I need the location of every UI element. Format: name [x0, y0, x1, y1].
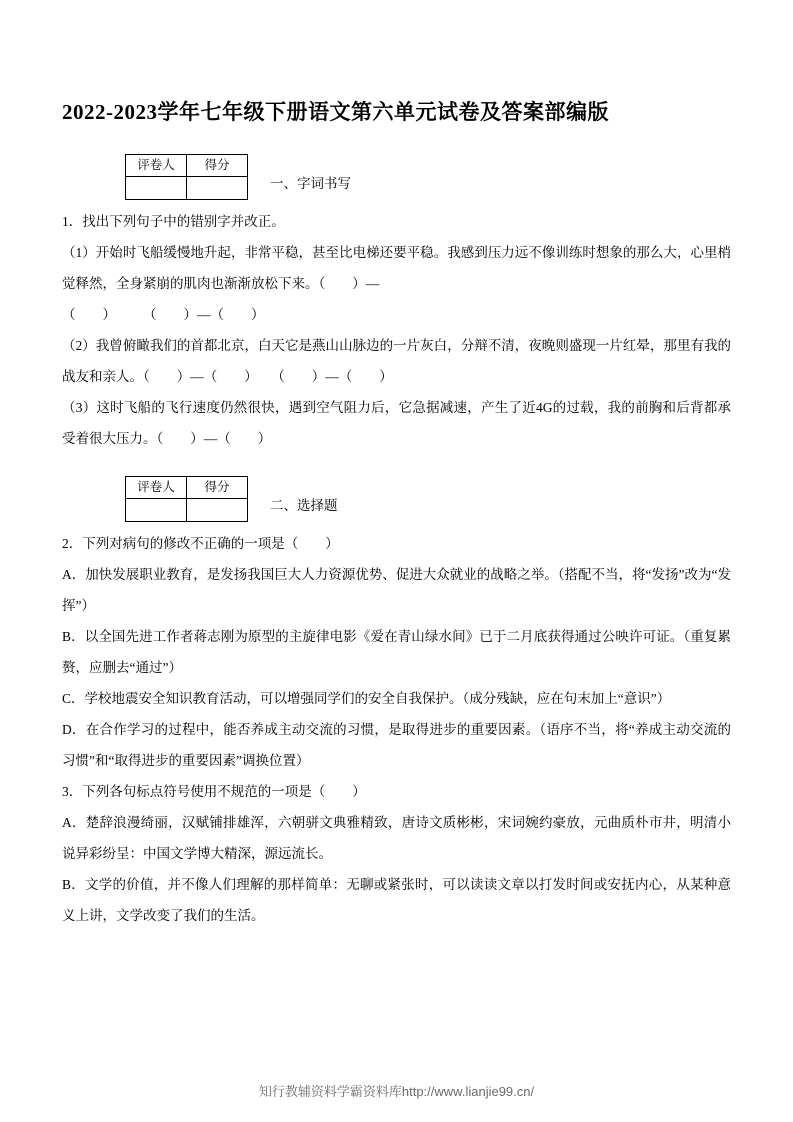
watermark-text: 知行教辅资料学霸资料库http://www.lianjie99.cn/ [258, 1084, 535, 1099]
page-title: 2022-2023学年七年级下册语文第六单元试卷及答案部编版 [62, 100, 609, 124]
section-header-2 [62, 476, 731, 522]
question-1-number: 1．找出下列句子中的错别字并改正。 [62, 214, 285, 229]
section-title-1: 一、字词书写 [270, 176, 351, 191]
grader-label-cell: 评卷人 [126, 477, 187, 499]
question-3-option-a: A．楚辞浪漫绮丽，汉赋铺排雄浑，六朝骈文典雅精致，唐诗文质彬彬，宋词婉约豪放，元曲质朴市井，明清小说异彩纷呈：中国文学博大精深，源远流长。 [62, 815, 731, 861]
question-3-number: 3．下列各句标点符号使用不规范的一项是（ ） [62, 784, 366, 799]
section-header-1 [62, 154, 731, 200]
question-1-line-4: （3）这时飞船的飞行速度仍然很快，遇到空气阻力后，它急据减速，产生了近4G的过载，我的前胸和后背都承受着很大压力。（ ）—（ ） [62, 400, 731, 446]
question-3-option-b: B．文学的价值，并不像人们理解的那样简单：无聊或紧张时，可以读读文章以打发时间或安抚内心，从某种意义上讲，文学改变了我们的生活。 [62, 877, 731, 923]
score-input-cell[interactable] [187, 499, 248, 522]
question-1-line-2: （ ） （ ）—（ ） [62, 307, 265, 322]
question-2-option-a: A．加快发展职业教育，是发扬我国巨大人力资源优势、促进大众就业的战略之举。（搭配不当，将“发扬”改为“发挥”） [62, 567, 731, 613]
question-2-option-d: D．在合作学习的过程中，能否养成主动交流的习惯，是取得进步的重要因素。（语序不当，将“养成主动交流的习惯”和“取得进步的重要因素”调换位置） [62, 722, 731, 768]
grader-input-cell[interactable] [126, 499, 187, 522]
question-1-line-1: （1）开始时飞船缓慢地升起，非常平稳，甚至比电梯还要平稳。我感到压力远不像训练时想象的那么大，心里梢觉释然，全身紧崩的肌肉也渐渐放松下来。（ ）— [62, 245, 731, 291]
section-title-2: 二、选择题 [270, 498, 338, 513]
question-1-line-3: （2）我曾俯瞰我们的首都北京，白天它是燕山山脉边的一片灰白，分辩不清，夜晚则盛现一片红晕，那里有我的战友和亲人。（ ）—（ ） （ ）—（ ） [62, 338, 731, 384]
grader-label-cell: 评卷人 [126, 155, 187, 177]
score-input-cell[interactable] [187, 177, 248, 200]
grader-score-table-2 [125, 476, 248, 522]
score-label-cell: 得分 [187, 477, 248, 499]
grader-input-cell[interactable] [126, 177, 187, 200]
question-2-number: 2．下列对病句的修改不正确的一项是（ ） [62, 536, 339, 551]
grader-score-table-1 [125, 154, 248, 200]
question-2-option-c: C．学校地震安全知识教育活动，可以增强同学们的安全自我保护。（成分残缺，应在句末加上“意识”） [62, 691, 671, 706]
score-label-cell: 得分 [187, 155, 248, 177]
question-2-option-b: B．以全国先进工作者蒋志刚为原型的主旋律电影《爱在青山绿水间》已于二月底获得通过公映许可证。（重复累赘，应删去“通过”） [62, 629, 731, 675]
